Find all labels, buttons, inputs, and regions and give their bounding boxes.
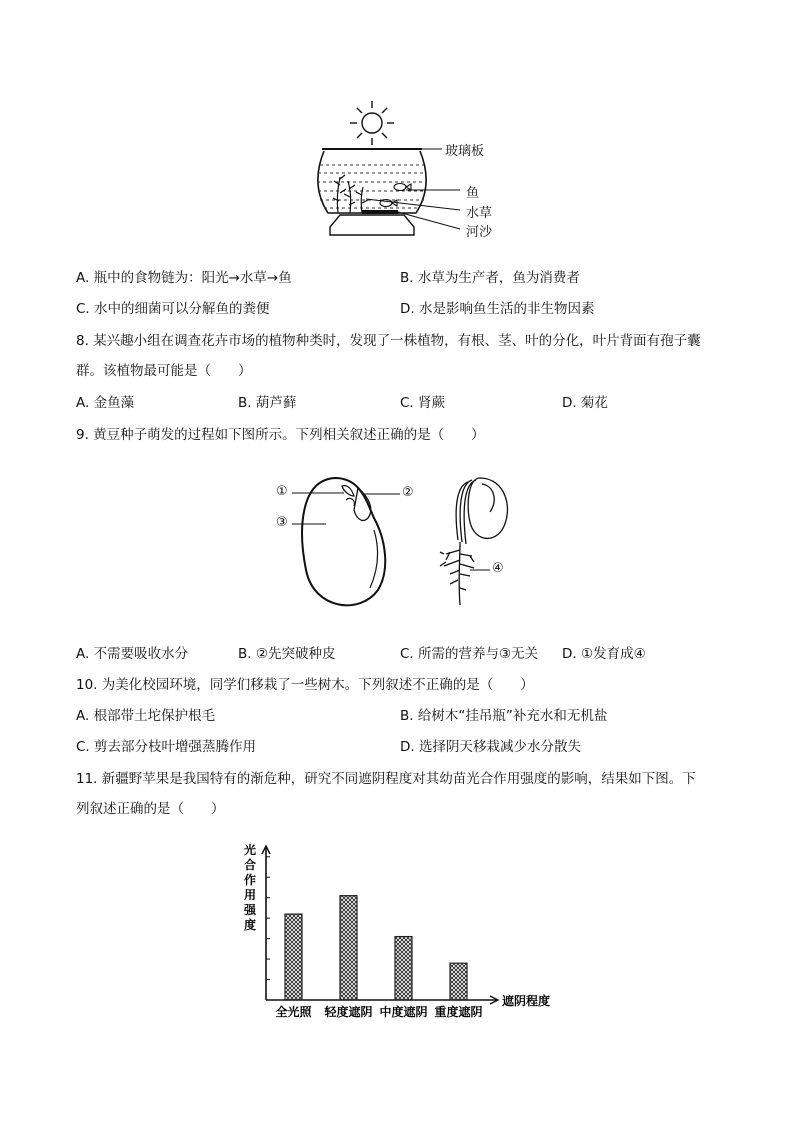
label-waterweed: 水草: [466, 206, 493, 221]
label-sand: 河沙: [466, 225, 493, 240]
q10-option-c: C. 剪去部分枝叶增强蒸腾作用: [76, 739, 257, 755]
y-axis-label-char: 合: [243, 858, 257, 872]
q8-option-d: D. 菊花: [562, 395, 608, 411]
label-1: ①: [276, 484, 288, 499]
label-fish: 鱼: [466, 186, 480, 201]
seed-diagram: [270, 470, 530, 620]
fish-icon: [380, 184, 411, 207]
y-axis-label-char: 光: [243, 843, 257, 857]
q7-option-c: C. 水中的细菌可以分解鱼的粪便: [76, 301, 270, 317]
label-glass-plate: 玻璃板: [445, 144, 485, 159]
sand: [362, 210, 398, 214]
y-axis-label-char: 强: [243, 903, 257, 917]
q9-option-b: B. ②先突破种皮: [238, 646, 336, 662]
y-axis-label-char: 作: [243, 873, 257, 887]
q9-option-d: D. ①发育成④: [562, 646, 646, 662]
bar-3: [450, 963, 467, 1000]
q10-option-b: B. 给树木“挂吊瓶”补充水和无机盐: [400, 708, 608, 724]
q8-option-a: A. 金鱼藻: [76, 395, 135, 411]
label-2: ②: [402, 485, 414, 500]
x-tick-label: 全光照: [275, 1005, 312, 1019]
label-4: ④: [492, 561, 504, 576]
q8-option-b: B. 葫芦藓: [238, 395, 297, 411]
q10-option-d: D. 选择阴天移栽减少水分散失: [400, 739, 581, 755]
waterweed-icon: [333, 175, 368, 213]
q9-stem: 9. 黄豆种子萌发的过程如下图所示。下列相关叙述正确的是（ ）: [76, 427, 485, 443]
q8-option-c: C. 肾蕨: [400, 395, 446, 411]
q7-option-a: A. 瓶中的食物链为：阳光→水草→鱼: [76, 270, 292, 286]
bar-2: [395, 937, 412, 1000]
plumule: [342, 486, 354, 506]
q9-option-c: C. 所需的营养与③无关: [400, 646, 539, 662]
q7-option-b: B. 水草为生产者，鱼为消费者: [400, 270, 580, 286]
seed-outline: [302, 478, 385, 605]
x-tick-label: 中度遮阴: [379, 1005, 428, 1019]
q7-option-d: D. 水是影响鱼生活的非生物因素: [400, 301, 595, 317]
bar-0: [285, 914, 302, 1000]
q10-option-a: A. 根部带土坨保护根毛: [76, 708, 216, 724]
seedling-icon: [440, 478, 507, 605]
bowl-base: [330, 215, 414, 235]
fishbowl-figure: [300, 95, 520, 255]
chart-svg: [236, 838, 566, 1028]
label-3: ③: [276, 515, 288, 530]
q11-stem-line2: 列叙述正确的是（ ）: [76, 801, 225, 817]
bar-1: [340, 896, 357, 1000]
x-axis-label: 遮阴程度: [502, 994, 551, 1008]
q9-option-a: A. 不需要吸收水分: [76, 646, 189, 662]
y-axis-label-char: 用: [243, 888, 257, 902]
x-tick-label: 轻度遮阴: [324, 1005, 373, 1019]
q11-stem-line1: 11. 新疆野苹果是我国特有的渐危种，研究不同遮阴程度对其幼苗光合作用强度的影响，结果如下图。下: [76, 771, 696, 787]
sun-icon: [350, 101, 394, 145]
y-axis-label-char: 度: [243, 918, 257, 932]
photosynthesis-chart: [236, 838, 566, 1028]
q8-stem-line1: 8. 某兴趣小组在调查花卉市场的植物种类时，发现了一株植物，有根、茎、叶的分化，叶片背面有孢子囊: [76, 333, 701, 349]
seed-germination-figure: [270, 470, 530, 620]
x-tick-label: 重度遮阴: [434, 1005, 483, 1019]
q10-stem: 10. 为美化校园环境，同学们移栽了一些树木。下列叙述不正确的是（ ）: [76, 677, 534, 693]
q8-stem-line2: 群。该植物最可能是（ ）: [76, 363, 252, 379]
